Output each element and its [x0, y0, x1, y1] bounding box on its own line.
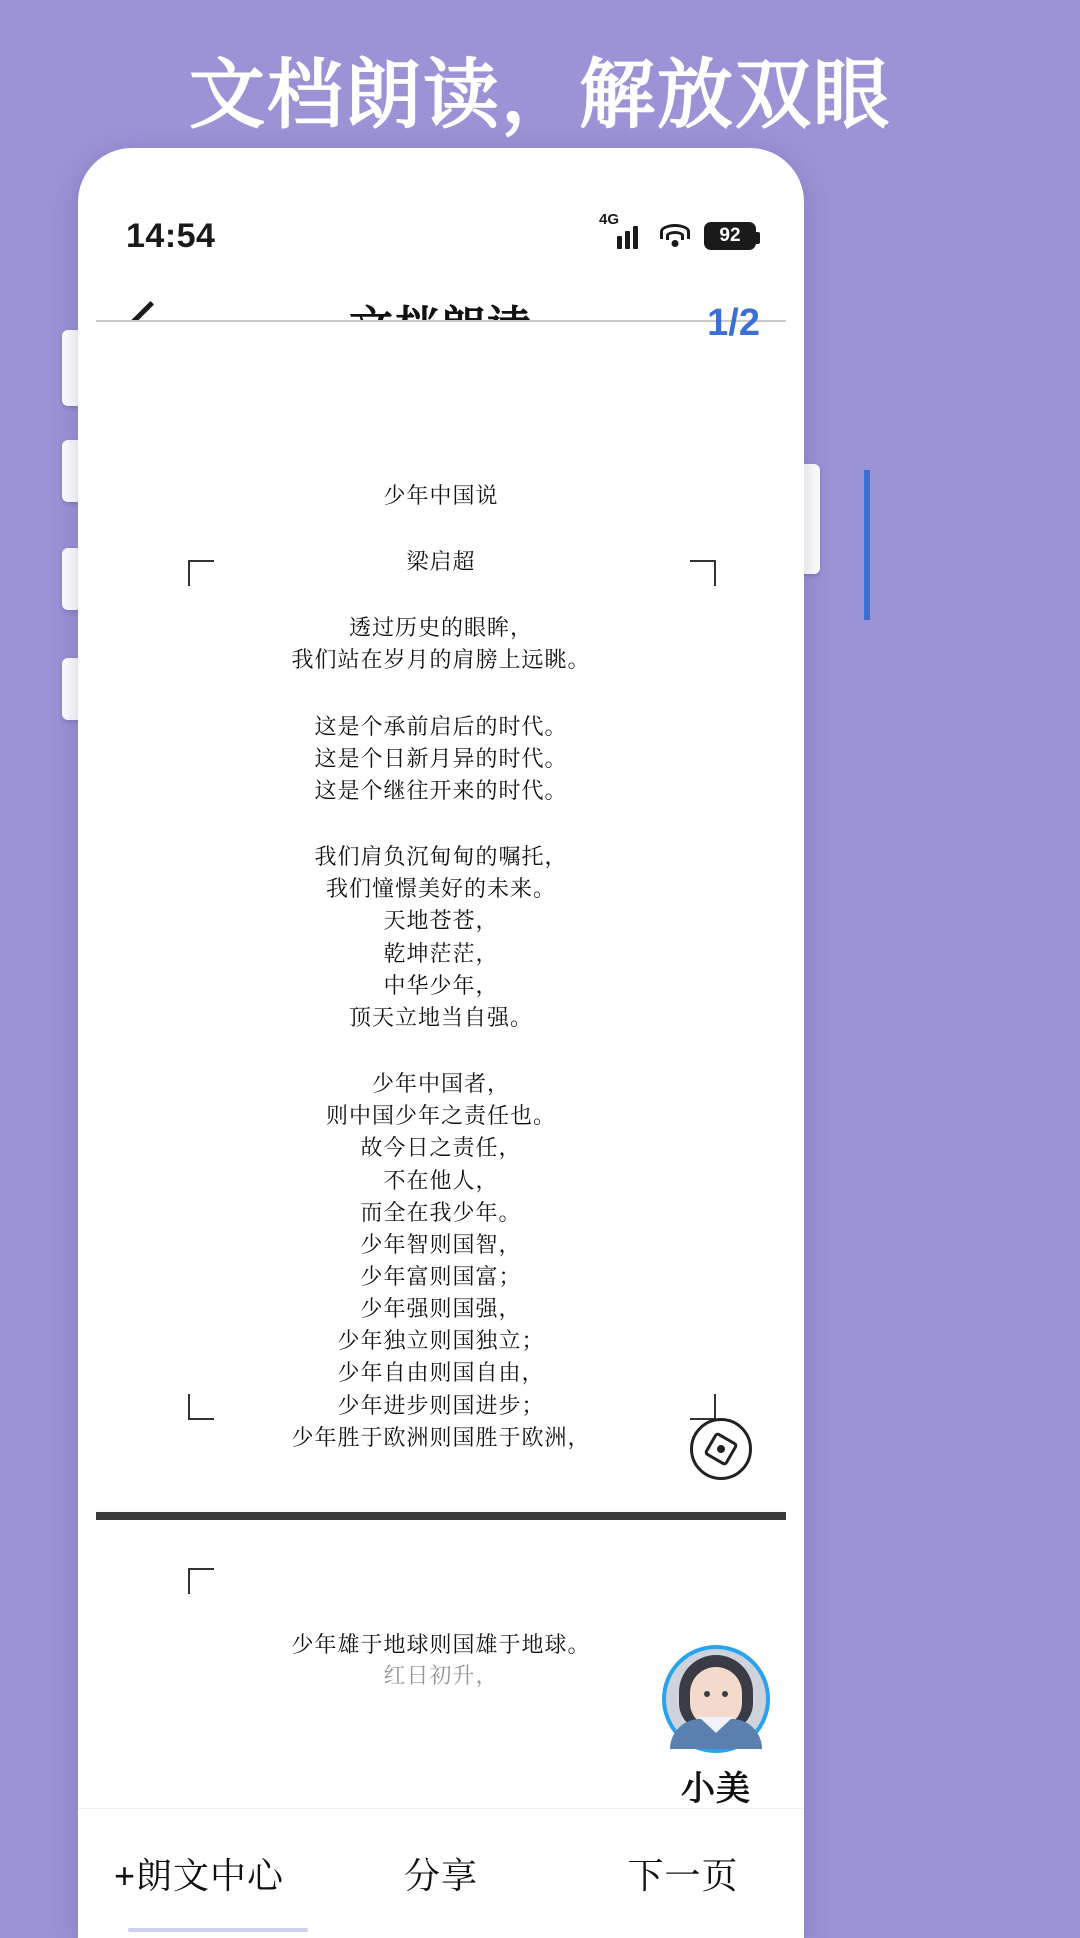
document-line: 透过历史的眼眸，	[348, 615, 533, 641]
avatar-eye	[704, 1691, 710, 1697]
document-line: 少年胜于欧洲则国胜于欧洲，	[291, 1424, 591, 1450]
document-line: 不在他人，	[383, 1167, 499, 1193]
document-line	[166, 578, 716, 612]
document-line: 天地苍苍，	[383, 908, 499, 934]
document-line: 少年进步则国进步；	[337, 1392, 545, 1418]
document-text	[166, 480, 716, 1454]
document-line	[166, 677, 716, 711]
document-line	[166, 807, 716, 841]
network-label: 4G	[599, 211, 620, 228]
document-text-page2-partial: 红日初升，	[383, 1663, 499, 1688]
document-line	[166, 512, 716, 546]
crop-mark	[188, 1394, 214, 1420]
document-text-page2: 少年雄于地球则国雄于地球。	[291, 1632, 591, 1657]
wifi-icon	[660, 224, 690, 248]
scroll-rail-right[interactable]	[864, 470, 870, 620]
document-line: 少年自由则国自由，	[337, 1360, 545, 1386]
page-indicator: 1/2	[707, 301, 760, 344]
document-line: 中华少年，	[383, 972, 499, 998]
document-line: 少年独立则国独立；	[337, 1328, 545, 1354]
battery-level: 92	[719, 225, 741, 246]
document-line: 我们肩负沉甸甸的嘱托，	[314, 844, 568, 870]
document-line: 而全在我少年。	[360, 1199, 522, 1225]
document-line: 少年富则国富；	[360, 1263, 522, 1289]
avatar[interactable]	[662, 1645, 770, 1753]
document-line: 少年智则国智，	[360, 1231, 522, 1257]
crop-mark	[690, 1394, 716, 1420]
battery-icon	[704, 222, 756, 250]
document-line: 少年中国说	[383, 483, 499, 508]
phone-mockup	[78, 148, 804, 1938]
document-line: 我们憧憬美好的未来。	[325, 876, 556, 902]
document-line: 故今日之责任，	[360, 1135, 522, 1161]
toolbar-item-next-page[interactable]: 下一页	[627, 1855, 739, 1896]
document-line: 顶天立地当自强。	[348, 1004, 533, 1030]
document-line: 少年中国者，	[371, 1071, 510, 1097]
document-line: 我们站在岁月的肩膀上远眺。	[291, 647, 591, 673]
crop-mark	[690, 560, 716, 586]
crop-mark	[188, 560, 214, 586]
promo-headline: 文档朗读，解放双眼	[189, 50, 891, 139]
bottom-toolbar	[78, 1808, 804, 1938]
document-line: 这是个承前启后的时代。	[314, 713, 568, 739]
signal-icon	[599, 211, 646, 249]
avatar-eye	[722, 1691, 728, 1697]
status-icons	[599, 211, 756, 250]
document-page-1	[96, 322, 786, 1506]
crop-mark	[188, 1568, 214, 1594]
toolbar-underline	[128, 1928, 308, 1932]
assistant-name: 小美	[681, 1770, 751, 1808]
document-line: 乾坤茫茫，	[383, 940, 499, 966]
document-line: 这是个日新月异的时代。	[314, 745, 568, 771]
page-separator	[96, 1512, 786, 1520]
document-line: 则中国少年之责任也。	[325, 1103, 556, 1129]
document-line: 梁启超	[406, 549, 476, 575]
status-time: 14:54	[126, 216, 216, 255]
document-line: 这是个继往开来的时代。	[314, 777, 568, 803]
status-bar	[78, 204, 804, 268]
toolbar-item-share[interactable]: 分享	[403, 1855, 478, 1896]
document-viewer[interactable]	[96, 320, 786, 1688]
toolbar-item-reading-center[interactable]: +朗文中心	[113, 1855, 285, 1896]
hex-gear-icon[interactable]	[690, 1418, 752, 1480]
hex-gear-inner	[703, 1431, 739, 1467]
assistant-widget[interactable]	[650, 1645, 782, 1810]
document-line	[166, 1034, 716, 1068]
document-line: 少年强则国强，	[360, 1296, 522, 1322]
